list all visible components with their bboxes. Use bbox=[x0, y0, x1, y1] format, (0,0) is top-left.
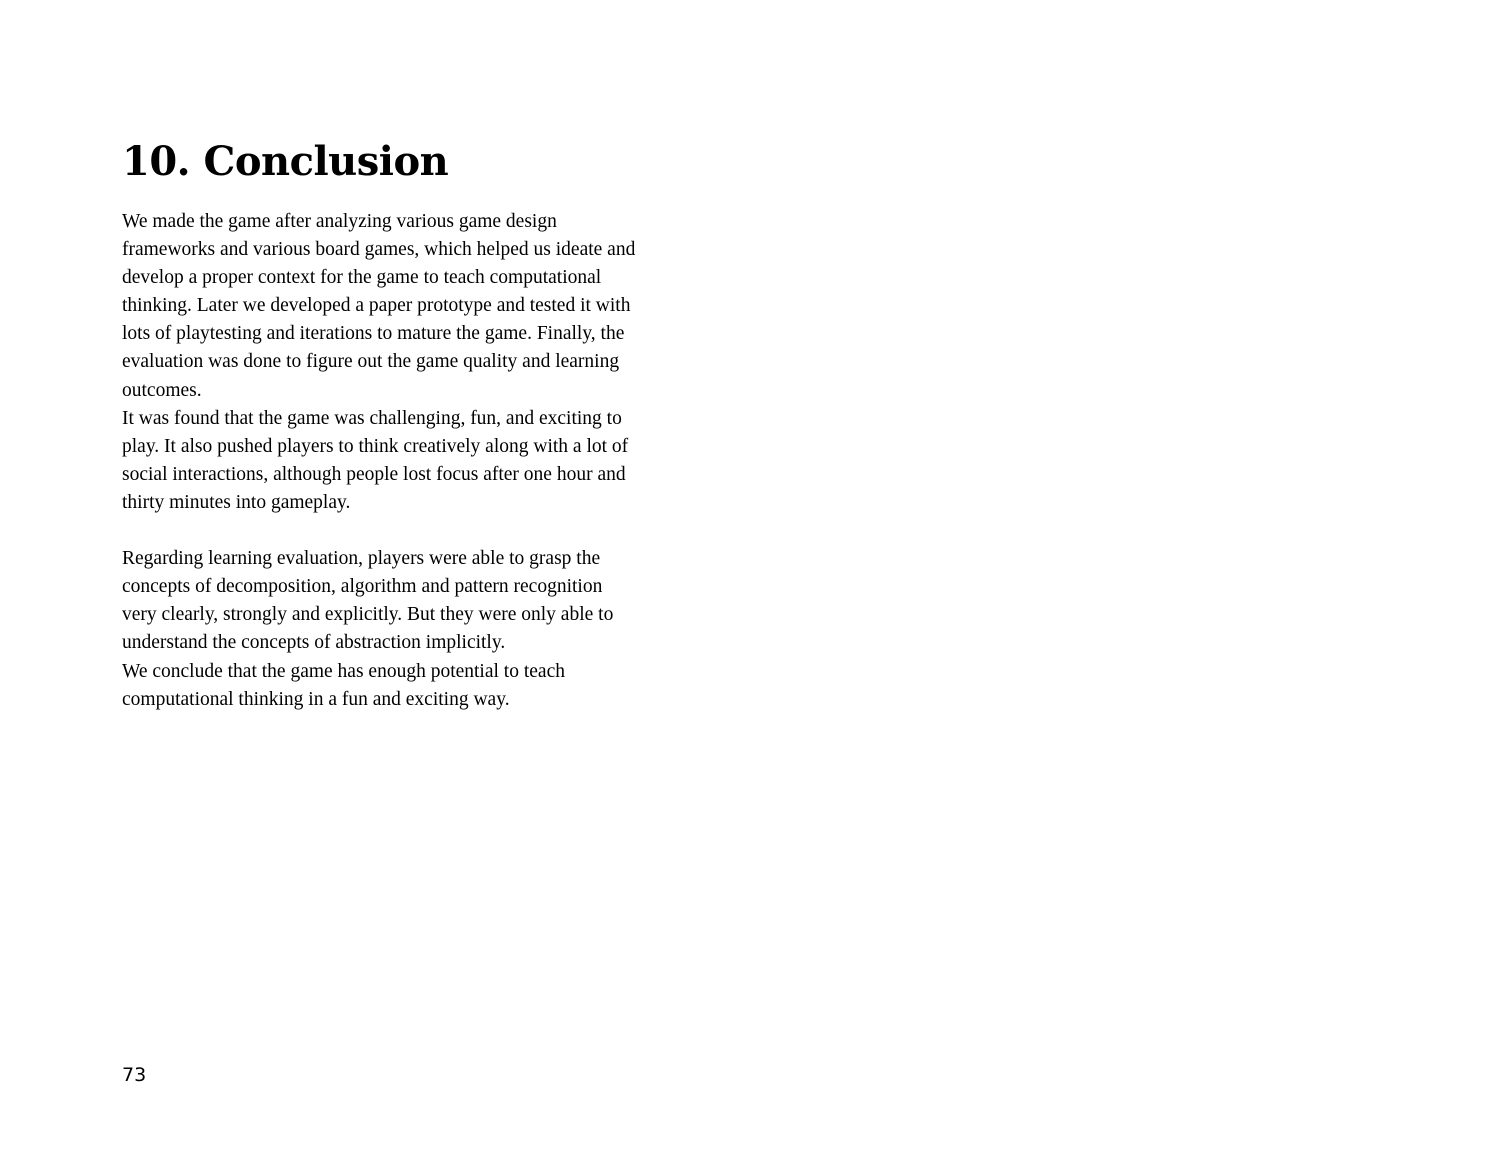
text-line: very clearly, strongly and explicitly. But they were only able to bbox=[122, 604, 614, 626]
section-heading: 10. Conclusion bbox=[122, 138, 449, 185]
text-line: We made the game after analyzing various game design bbox=[122, 211, 557, 232]
text-line: It was found that the game was challenging, fun, and exciting to bbox=[122, 407, 622, 429]
conclusion-body bbox=[122, 208, 722, 714]
text-line: evaluation was done to figure out the game quality and learning bbox=[122, 351, 620, 373]
text-line: social interactions, although people lost focus after one hour and bbox=[122, 463, 626, 485]
text-line: play. It also pushed players to think creatively along with a lot of bbox=[122, 435, 629, 457]
text-line: outcomes. bbox=[122, 379, 202, 401]
text-line: thirty minutes into gameplay. bbox=[122, 491, 351, 513]
text-line: lots of playtesting and iterations to mature the game. Finally, the bbox=[122, 323, 625, 345]
text-line: computational thinking in a fun and exciting way. bbox=[122, 688, 510, 710]
text-line: concepts of decomposition, algorithm and pattern recognition bbox=[122, 576, 603, 598]
text-line: understand the concepts of abstraction implicitly. bbox=[122, 632, 506, 654]
paragraph-findings bbox=[122, 405, 722, 517]
text-line: thinking. Later we developed a paper prototype and tested it with bbox=[122, 295, 631, 317]
text-line: develop a proper context for the game to teach computational bbox=[122, 267, 602, 289]
paragraph-summary bbox=[122, 208, 722, 405]
page-number: 73 bbox=[122, 1064, 147, 1086]
text-line: We conclude that the game has enough potential to teach bbox=[122, 660, 565, 682]
paragraph-final-statement bbox=[122, 658, 722, 714]
paragraph-learning-evaluation bbox=[122, 545, 722, 657]
text-line: Regarding learning evaluation, players were able to grasp the bbox=[122, 548, 601, 570]
text-line: frameworks and various board games, which helped us ideate and bbox=[122, 239, 636, 261]
paragraph-spacer bbox=[122, 517, 722, 545]
